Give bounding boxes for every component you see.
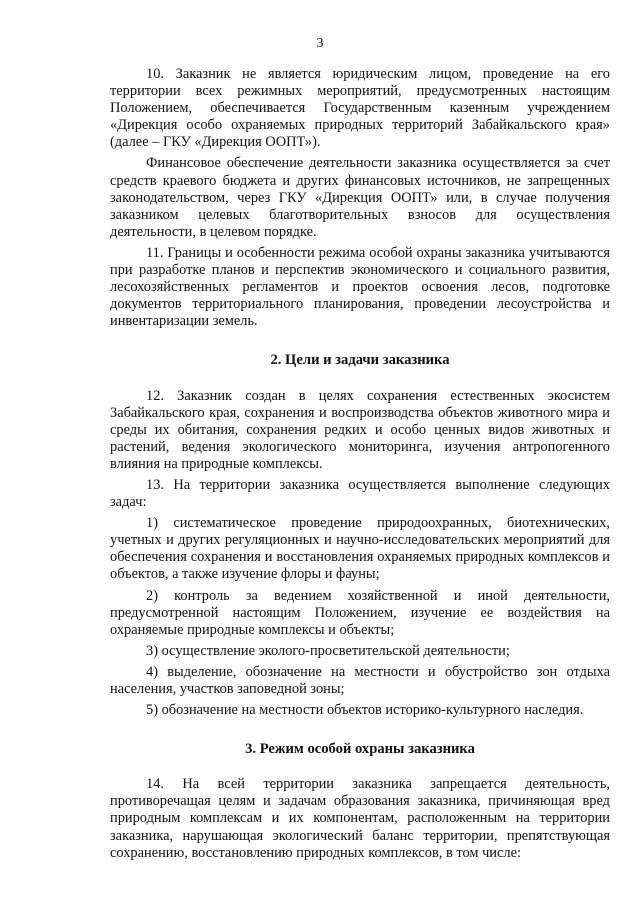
paragraph-14: 14. На всей территории заказника запрещается деятельность, противоречащая целям и задачам образования заказника, причиняющая вред природным комплексам и их компонентам, расположенным на территории заказника, нарушающая экологический баланс территории, препятствующая сохранению, восстановлению природных комплексов, в том числе: [110, 776, 610, 861]
paragraph-13: 13. На территории заказника осуществляется выполнение следующих задач: [110, 476, 610, 511]
paragraph-12: 12. Заказник создан в целях сохранения естественных экосистем Забайкальского края, сохранения и воспроизводства объектов животного мира и среды их обитания, сохранения редких и особо ценных видов животных и растений, ведения экологического мониторинга, изучения антропогенного влияния на природные комплексы. [110, 387, 610, 472]
task-item-2: 2) контроль за ведением хозяйственной и иной деятельности, предусмотренной настоящим Положением, изучение ее воздействия на охраняемые природные комплексы и объекты; [110, 587, 610, 638]
paragraph-10: 10. Заказник не является юридическим лицом, проведение на его территории всех режимных мероприятий, предусмотренных настоящим Положением, обеспечивается Государственным казенным учреждением «Дирекция особо охраняемых природных территорий Забайкальского края» (далее – ГКУ «Дирекция ООПТ»). [110, 66, 610, 151]
paragraph-11: 11. Границы и особенности режима особой охраны заказника учитываются при разработке планов и перспектив экономического и социального развития, лесохозяйственных регламентов и проектов освоения лесов, подготовке документов территориального планирования, проведении лесоустройства и инвентаризации земель. [110, 244, 610, 330]
document-body [110, 66, 610, 866]
paragraph-financing: Финансовое обеспечение деятельности заказника осуществляется за счет средств краевого бюджета и других финансовых источников, не запрещенных законодательством, через ГКУ «Дирекция ООПТ» или, в случае получения заказником целевых благотворительных взносов для осуществления деятельности, в целевом порядке. [110, 155, 610, 240]
section-2-heading: 2. Цели и задачи заказника [270, 352, 450, 369]
task-item-1: 1) систематическое проведение природоохранных, биотехнических, учетных и других регуляционных и научно-исследовательских мероприятий для обеспечения сохранения и восстановления охраняемых природных комплексов и объектов, а также изучение флоры и фауны; [110, 515, 610, 583]
task-item-4: 4) выделение, обозначение на местности и обустройство зон отдыха населения, участков заповедной зоны; [110, 663, 610, 697]
section-3-heading: 3. Режим особой охраны заказника [245, 741, 475, 758]
task-item-3: 3) осуществление эколого-просветительской деятельности; [146, 642, 510, 659]
page-number: 3 [316, 36, 324, 51]
task-item-5: 5) обозначение на местности объектов историко-культурного наследия. [146, 702, 584, 719]
